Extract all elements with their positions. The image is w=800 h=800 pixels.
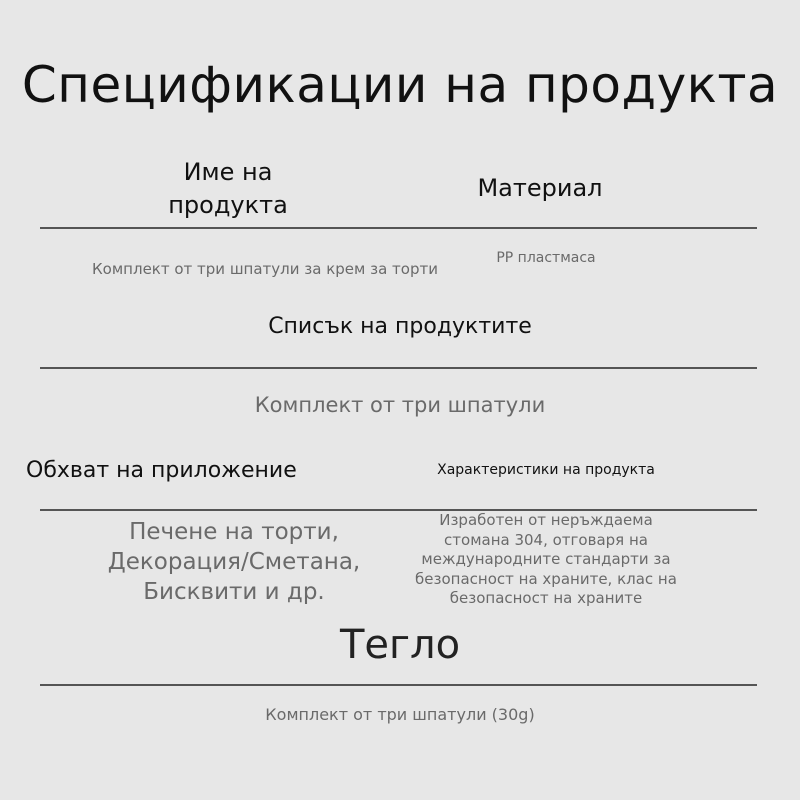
page-title: Спецификации на продукта bbox=[21, 56, 779, 114]
divider bbox=[40, 227, 757, 229]
product-name-label: Име на продукта bbox=[168, 158, 288, 219]
divider bbox=[40, 367, 757, 369]
weight-value: Комплект от три шпатули (30g) bbox=[265, 705, 535, 724]
application-scope-label: Обхват на приложение bbox=[26, 458, 297, 483]
product-features-value: Изработен от неръждаема стомана 304, отговаря на международните стандарти за безопасност на храните, клас на безопасност на храните bbox=[415, 511, 677, 607]
material-label: Материал bbox=[477, 174, 603, 202]
product-features-label: Характеристики на продукта bbox=[437, 462, 655, 478]
weight-label: Тегло bbox=[339, 622, 461, 668]
product-list-label: Списък на продуктите bbox=[268, 314, 532, 339]
application-scope-value: Печене на торти, Декорация/Сметана, Бисквити и др. bbox=[107, 519, 361, 605]
material-value: PP пластмаса bbox=[496, 250, 596, 266]
product-list-value: Комплект от три шпатули bbox=[254, 393, 546, 417]
product-name-value: Комплект от три шпатули за крем за торти bbox=[92, 260, 438, 278]
divider bbox=[40, 684, 757, 686]
